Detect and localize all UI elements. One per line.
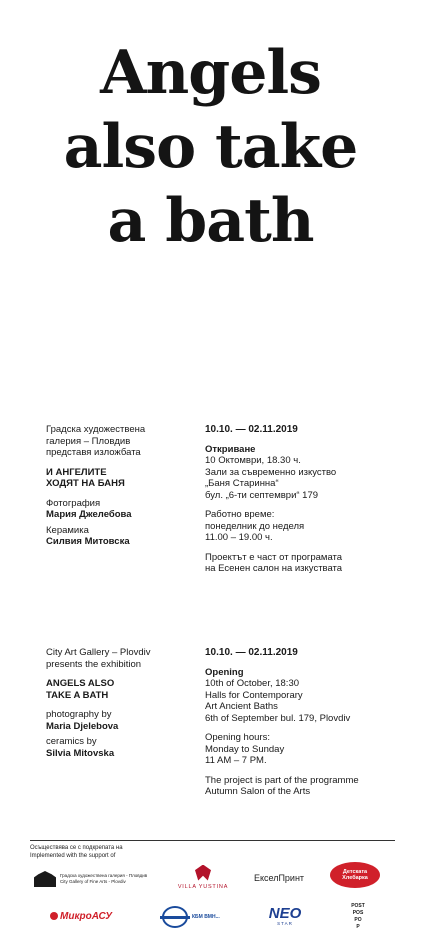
bg-exhibition-title-1: И АНГЕЛИТЕ xyxy=(46,466,107,478)
bg-photo-name: Мария Джелебова xyxy=(46,509,132,520)
neo-text: NEO xyxy=(268,905,302,922)
gallery-logo-text-en: City Gallery of Fine Arts - Plovdiv xyxy=(60,879,126,884)
bg-hours-time: 11.00 – 19.00 ч. xyxy=(205,532,273,543)
en-intro-line-1: City Art Gallery – Plovdiv xyxy=(46,647,151,658)
red-oval-logo: Детската Хлебарка xyxy=(330,862,380,888)
en-intro-line-2: presents the exhibition xyxy=(46,658,142,670)
en-dates: 10.10. — 02.11.2019 xyxy=(205,647,298,658)
post-line-2: POS xyxy=(352,910,364,916)
en-photo-label: photography by xyxy=(46,709,112,720)
bg-project-1: Проектът е част от програмата xyxy=(205,551,343,563)
neo-star-logo xyxy=(260,903,310,929)
bg-opening-label: Откриване xyxy=(205,443,256,455)
rooster-icon xyxy=(195,865,211,881)
bg-photo-label: Фотография xyxy=(46,497,101,509)
en-opening-label: Opening xyxy=(205,666,244,678)
bg-venue-1: Зали за съвременно изкуство xyxy=(205,466,337,478)
en-exhibition-title-2: TAKE A BATH xyxy=(46,689,109,701)
en-info-right xyxy=(205,647,395,798)
en-venue-2: Art Ancient Baths xyxy=(205,701,278,712)
post-line-1: POST xyxy=(351,903,365,909)
sponsors-divider xyxy=(30,840,395,841)
title-line-1: Angels xyxy=(100,38,321,108)
gallery-logo-text-bg: Градска художествена галерия - Пловдив xyxy=(60,873,148,878)
en-hours-time: 11 AM – 7 PM. xyxy=(205,755,267,766)
en-hours-label: Opening hours: xyxy=(205,732,270,743)
en-hours-days: Monday to Sunday xyxy=(205,743,285,755)
bg-venue-2: „Баня Старинна“ xyxy=(205,478,279,489)
bg-info-left xyxy=(46,424,196,548)
en-project-1: The project is part of the programme xyxy=(205,774,359,786)
villa-yustina-text: VILLA YUSTINA xyxy=(177,883,229,890)
gallery-building-icon xyxy=(34,871,56,887)
bg-exhibition-title-2: ХОДЯТ НА БАНЯ xyxy=(46,478,125,489)
bg-project-2: на Есенен салон на изкуствата xyxy=(205,563,343,574)
bg-opening-date: 10 Октомври, 18.30 ч. xyxy=(205,455,301,466)
bg-intro-line-2: галерия – Пловдив xyxy=(46,435,131,447)
neo-star-text: STAR xyxy=(277,921,293,926)
en-ceramics-name: Silvia Mitovska xyxy=(46,747,115,759)
support-caption xyxy=(30,844,123,860)
bg-intro-line-3: представя изложбата xyxy=(46,447,141,458)
title-line-2: also take xyxy=(63,112,358,182)
en-exhibition-title-1: ANGELS ALSO xyxy=(46,678,115,689)
post-line-3: PO xyxy=(354,917,362,923)
kbm-logo xyxy=(162,905,238,929)
bg-info-right xyxy=(205,424,395,575)
en-ceramics-label: ceramics by xyxy=(46,736,97,747)
en-info-left xyxy=(46,647,196,759)
kbm-globe-icon xyxy=(162,906,188,928)
post-logo xyxy=(348,903,368,931)
kbm-text: КБМ ВМН... xyxy=(192,914,220,920)
en-venue-1: Halls for Contemporary xyxy=(205,689,303,701)
excelprint-logo: ЕкселПринт xyxy=(253,873,305,883)
bg-intro-line-1: Градска художествена xyxy=(46,424,146,435)
bg-dates: 10.10. — 02.11.2019 xyxy=(205,424,298,435)
title-line-3: a bath xyxy=(107,186,314,256)
support-line-en: Implemented with the support of xyxy=(30,853,116,859)
bg-ceramics-name: Силвия Митовска xyxy=(46,536,130,547)
mikro-dot-icon xyxy=(50,912,58,920)
bg-venue-3: бул. „6-ти септември“ 179 xyxy=(205,489,319,501)
en-venue-3: 6th of September bul. 179, Plovdiv xyxy=(205,712,351,724)
villa-yustina-logo xyxy=(172,862,234,892)
support-line-bg: Осъществява се с подкрепата на xyxy=(30,845,123,851)
bg-hours-label: Работно време: xyxy=(205,509,275,520)
poster-title xyxy=(0,36,421,258)
city-gallery-logo xyxy=(34,868,156,890)
bg-hours-days: понеделник до неделя xyxy=(205,520,305,532)
bg-ceramics-label: Керамика xyxy=(46,524,89,536)
en-project-2: Autumn Salon of the Arts xyxy=(205,786,311,797)
mikroasu-logo xyxy=(50,907,124,925)
post-line-4: P xyxy=(356,924,360,930)
en-photo-name: Maria Djelebova xyxy=(46,720,119,732)
mikroasu-text: МикроАСУ xyxy=(60,910,113,922)
en-opening-date: 10th of October, 18:30 xyxy=(205,678,300,689)
